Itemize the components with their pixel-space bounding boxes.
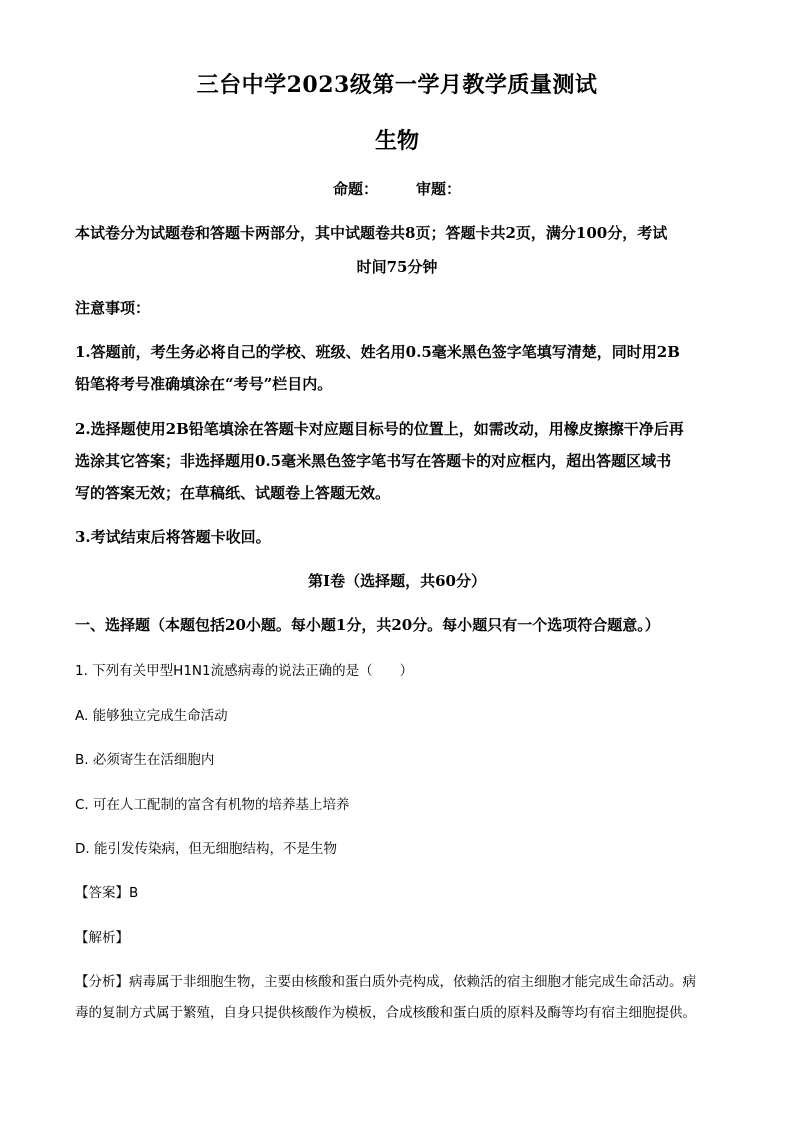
answer-value: B (129, 885, 139, 901)
section-title: 第I卷（选择题，共60分） (308, 572, 486, 590)
reviewer-label: 审题： (416, 180, 462, 198)
fenxi-line-1 (75, 970, 696, 990)
answer-tag: 【答案】 (75, 885, 129, 901)
section-heading: 一、选择题（本题包括20小题。每小题1分，共20分。每小题只有一个选项符合题意。） (75, 616, 660, 634)
analysis-tag: 【解析】 (75, 930, 129, 946)
intro-line-1: 本试卷分为试题卷和答题卡两部分，其中试题卷共8页；答题卡共2页，满分100分，考试 (75, 224, 668, 242)
notice-line: 2.选择题使用2B铅笔填涂在答题卡对应题目标号的位置上，如需改动，用橡皮擦擦干净后再 (75, 420, 684, 438)
notice-line: 1.答题前，考生务必将自己的学校、班级、姓名用0.5毫米黑色签字笔填写清楚，同时用2B (75, 343, 680, 361)
exam-title: 三台中学2023级第一学月教学质量测试 (196, 72, 598, 98)
proposer-reviewer-line (0, 178, 794, 199)
question-stem: 1. 下列有关甲型H1N1流感病毒的说法正确的是（ ） (75, 663, 414, 679)
fenxi-line-2: 毒的复制方式属于繁殖，自身只提供核酸作为模板，合成核酸和蛋白质的原料及酶等均有宿主细胞提供。 (75, 1005, 696, 1021)
subject-title: 生物 (374, 128, 419, 154)
option-b: B. 必须寄生在活细胞内 (75, 752, 215, 768)
proposer-label: 命题： (332, 180, 378, 198)
option-a: A. 能够独立完成生命活动 (75, 708, 228, 724)
intro-line-2: 时间75分钟 (356, 258, 438, 276)
answer-line (75, 881, 138, 901)
fenxi-tag: 【分析】 (75, 974, 129, 990)
option-c: C. 可在人工配制的富含有机物的培养基上培养 (75, 797, 350, 813)
fenxi-text-1: 病毒属于非细胞生物，主要由核酸和蛋白质外壳构成，依赖活的宿主细胞才能完成生命活动。病 (129, 974, 696, 990)
notice-heading: 注意事项： (75, 299, 151, 317)
notice-line: 选涂其它答案；非选择题用0.5毫米黑色签字笔书写在答题卡的对应框内，超出答题区域书 (75, 452, 672, 470)
notice-line: 铅笔将考号准确填涂在“考号”栏目内。 (75, 375, 333, 393)
notice-line: 写的答案无效；在草稿纸、试题卷上答题无效。 (75, 484, 391, 502)
notice-line: 3.考试结束后将答题卡收回。 (75, 528, 271, 546)
option-d: D. 能引发传染病，但无细胞结构，不是生物 (75, 841, 337, 857)
